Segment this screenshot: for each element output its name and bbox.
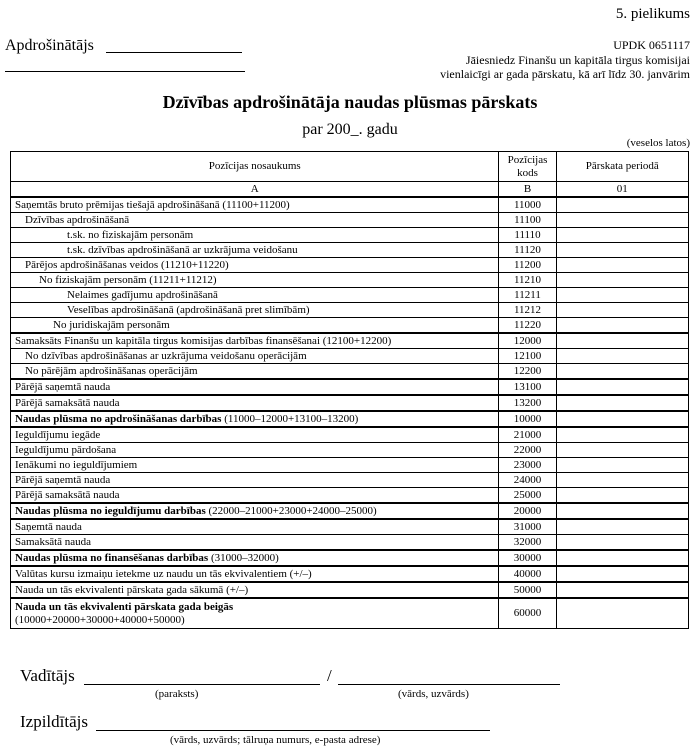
- row-code: 13100: [499, 379, 556, 395]
- row-code: 11100: [499, 213, 556, 228]
- row-name: Veselības apdrošināšanā (apdrošināšanā pret slimībām): [11, 303, 499, 318]
- row-name: Dzīvības apdrošināšanā: [11, 213, 499, 228]
- appendix-label: 5. pielikums: [615, 6, 690, 22]
- table-row: [11, 443, 689, 458]
- header-period: Pārskata periodā: [556, 152, 688, 182]
- table-row: [11, 243, 689, 258]
- insurer-field-second-line[interactable]: [5, 55, 245, 72]
- row-code: 11120: [499, 243, 556, 258]
- row-code: 11110: [499, 228, 556, 243]
- table-row: [11, 228, 689, 243]
- insurer-label: Apdrošinātājs: [5, 37, 94, 54]
- table-row: [11, 318, 689, 334]
- row-value-input[interactable]: [556, 273, 688, 288]
- table-row: [11, 349, 689, 364]
- row-code: 12000: [499, 333, 556, 349]
- table-row: [11, 197, 689, 213]
- row-name: Ieguldījumu pārdošana: [11, 443, 499, 458]
- row-value-input[interactable]: [556, 288, 688, 303]
- table-row-subtotal: [11, 503, 689, 519]
- letter-code: B: [499, 182, 556, 198]
- row-value-input[interactable]: [556, 582, 688, 598]
- table-row: [11, 303, 689, 318]
- table-row: [11, 566, 689, 582]
- row-code: 23000: [499, 458, 556, 473]
- row-name: Nauda un tās ekvivalenti pārskata gada sākumā (+/–): [11, 582, 499, 598]
- row-name: Nelaimes gadījumu apdrošināšanā: [11, 288, 499, 303]
- executor-label: Izpildītājs: [20, 712, 88, 731]
- row-value-input[interactable]: [556, 503, 688, 519]
- row-value-input[interactable]: [556, 519, 688, 535]
- row-value-input[interactable]: [556, 395, 688, 411]
- header-code: Pozīcijas kods: [499, 152, 556, 182]
- row-code: 25000: [499, 488, 556, 504]
- row-value-input[interactable]: [556, 243, 688, 258]
- table-row: [11, 379, 689, 395]
- name-caption: (vārds, uzvārds): [398, 688, 469, 700]
- header-name: Pozīcijas nosaukums: [11, 152, 499, 182]
- submission-note-1: Jāiesniedz Finanšu un kapitāla tirgus komisijai: [465, 53, 690, 67]
- row-value-input[interactable]: [556, 598, 688, 629]
- row-name: Ienākumi no ieguldījumiem: [11, 458, 499, 473]
- manager-signature-field[interactable]: [84, 668, 320, 685]
- row-name: Naudas plūsma no finansēšanas darbības (31000–32000): [11, 550, 499, 566]
- row-value-input[interactable]: [556, 213, 688, 228]
- row-code: 11220: [499, 318, 556, 334]
- submission-note-2: vienlaicīgi ar gada pārskatu, kā arī līdz 30. janvārim: [440, 67, 690, 81]
- table-row: [11, 288, 689, 303]
- row-value-input[interactable]: [556, 535, 688, 551]
- table-row: [11, 364, 689, 380]
- report-title: Dzīvības apdrošinātāja naudas plūsmas pārskats: [162, 92, 538, 112]
- row-value-input[interactable]: [556, 566, 688, 582]
- row-code: 11000: [499, 197, 556, 213]
- row-name: Samaksāts Finanšu un kapitāla tirgus komisijas darbības finansēšanai (12100+12200): [11, 333, 499, 349]
- insurer-field[interactable]: [106, 36, 242, 53]
- row-value-input[interactable]: [556, 318, 688, 334]
- row-name: Samaksātā nauda: [11, 535, 499, 551]
- row-name: Naudas plūsma no apdrošināšanas darbības (11000–12000+13100–13200): [11, 411, 499, 427]
- row-name: Nauda un tās ekvivalenti pārskata gada beigās (10000+20000+30000+40000+50000): [11, 598, 499, 629]
- row-name: Saņemtā nauda: [11, 519, 499, 535]
- row-code: 11212: [499, 303, 556, 318]
- cash-flow-table: [10, 151, 689, 629]
- form-code: UPDK 0651117: [613, 38, 690, 52]
- row-code: 20000: [499, 503, 556, 519]
- row-value-input[interactable]: [556, 364, 688, 380]
- row-name: Ieguldījumu iegāde: [11, 427, 499, 443]
- table-row: [11, 473, 689, 488]
- row-code: 11211: [499, 288, 556, 303]
- row-name: Naudas plūsma no ieguldījumu darbības (22000–21000+23000+24000–25000): [11, 503, 499, 519]
- row-value-input[interactable]: [556, 411, 688, 427]
- executor-field[interactable]: [96, 714, 490, 731]
- row-value-input[interactable]: [556, 349, 688, 364]
- row-code: 10000: [499, 411, 556, 427]
- row-name: No pārējām apdrošināšanas operācijām: [11, 364, 499, 380]
- row-code: 22000: [499, 443, 556, 458]
- letter-name: A: [11, 182, 499, 198]
- row-code: 31000: [499, 519, 556, 535]
- row-value-input[interactable]: [556, 333, 688, 349]
- table-header-row: [11, 152, 689, 182]
- row-code: 50000: [499, 582, 556, 598]
- row-code: 13200: [499, 395, 556, 411]
- row-name: Valūtas kursu izmaiņu ietekme uz naudu un tās ekvivalentiem (+/–): [11, 566, 499, 582]
- table-row: [11, 427, 689, 443]
- table-row: [11, 258, 689, 273]
- row-value-input[interactable]: [556, 427, 688, 443]
- table-row-subtotal: [11, 550, 689, 566]
- table-row: [11, 519, 689, 535]
- row-value-input[interactable]: [556, 458, 688, 473]
- row-name: Saņemtās bruto prēmijas tiešajā apdrošināšanā (11100+11200): [11, 197, 499, 213]
- row-code: 30000: [499, 550, 556, 566]
- manager-label: Vadītājs: [20, 666, 75, 685]
- row-code: 11200: [499, 258, 556, 273]
- signature-caption: (paraksts): [155, 688, 199, 700]
- separator: /: [327, 666, 332, 685]
- table-row: [11, 333, 689, 349]
- row-code: 12100: [499, 349, 556, 364]
- table-row: [11, 582, 689, 598]
- row-code: 24000: [499, 473, 556, 488]
- row-value-input[interactable]: [556, 443, 688, 458]
- report-subtitle: par 200_. gadu: [302, 121, 398, 138]
- row-name: t.sk. dzīvības apdrošināšanā ar uzkrājuma veidošanu: [11, 243, 499, 258]
- row-value-input[interactable]: [556, 258, 688, 273]
- row-code: 12200: [499, 364, 556, 380]
- table-row: [11, 458, 689, 473]
- table-row: [11, 488, 689, 504]
- letter-period: 01: [556, 182, 688, 198]
- table-row: [11, 395, 689, 411]
- table-row-total: [11, 598, 689, 629]
- table-row: [11, 273, 689, 288]
- table-row: [11, 213, 689, 228]
- row-value-input[interactable]: [556, 550, 688, 566]
- row-name: Pārējos apdrošināšanas veidos (11210+11220): [11, 258, 499, 273]
- row-code: 21000: [499, 427, 556, 443]
- row-value-input[interactable]: [556, 473, 688, 488]
- row-value-input[interactable]: [556, 197, 688, 213]
- table-row: [11, 535, 689, 551]
- form-approval-block: [440, 38, 690, 81]
- row-code: 11210: [499, 273, 556, 288]
- row-value-input[interactable]: [556, 379, 688, 395]
- row-value-input[interactable]: [556, 488, 688, 504]
- currency-unit-note: (veselos latos): [626, 137, 690, 149]
- row-name: Pārējā samaksātā nauda: [11, 488, 499, 504]
- row-name: No juridiskajām personām: [11, 318, 499, 334]
- row-name: No dzīvības apdrošināšanas ar uzkrājuma veidošanu operācijām: [11, 349, 499, 364]
- row-name: Pārējā saņemtā nauda: [11, 473, 499, 488]
- row-name: Pārējā samaksātā nauda: [11, 395, 499, 411]
- row-name: t.sk. no fiziskajām personām: [11, 228, 499, 243]
- manager-name-field[interactable]: [338, 668, 560, 685]
- row-name: Pārējā saņemtā nauda: [11, 379, 499, 395]
- row-value-input[interactable]: [556, 228, 688, 243]
- table-row-subtotal: [11, 411, 689, 427]
- row-value-input[interactable]: [556, 303, 688, 318]
- table-letter-row: [11, 182, 689, 198]
- executor-caption: (vārds, uzvārds; tālruņa numurs, e-pasta adrese): [170, 734, 381, 746]
- row-code: 40000: [499, 566, 556, 582]
- row-name: No fiziskajām personām (11211+11212): [11, 273, 499, 288]
- row-code: 32000: [499, 535, 556, 551]
- row-code: 60000: [499, 598, 556, 629]
